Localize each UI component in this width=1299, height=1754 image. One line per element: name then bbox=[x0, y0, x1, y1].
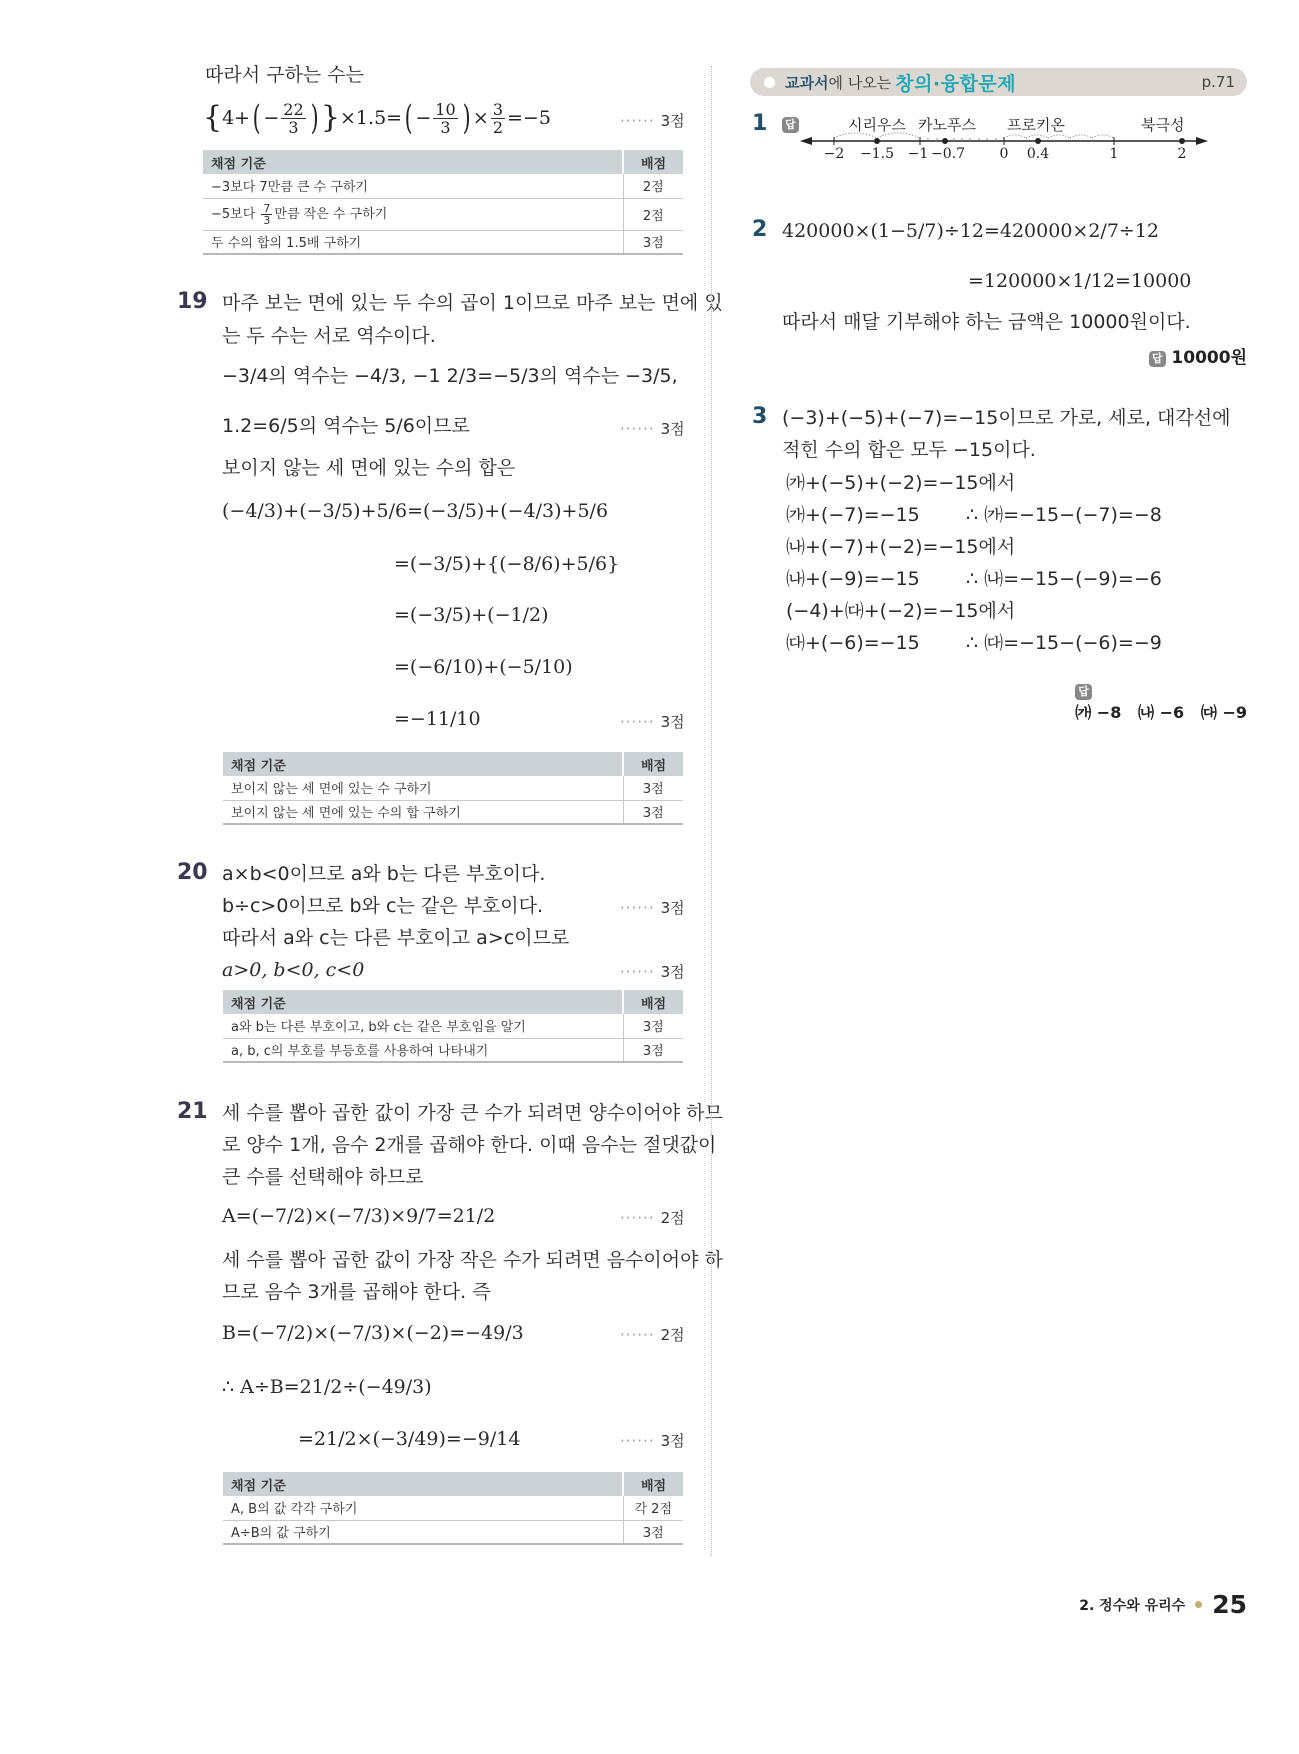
q2-line1: 420000×(1−5/7)÷12=420000×2/7÷12 bbox=[782, 220, 1160, 242]
question-number-1: 1 bbox=[752, 111, 768, 136]
q3-row-3: ㈏+(−7)+(−2)=−15에서 bbox=[786, 536, 1016, 558]
footer-dot-icon bbox=[1195, 1601, 1202, 1608]
criterion: A, B의 값 각각 구하기 bbox=[223, 1496, 623, 1520]
tick-label: −1.5 bbox=[860, 146, 894, 162]
column-divider bbox=[711, 66, 712, 1556]
points-label: ······ 3점 bbox=[620, 1432, 685, 1450]
criterion: a, b, c의 부호를 부등호를 사용하여 나타내기 bbox=[223, 1038, 623, 1062]
q19-line4: 1.2=6/5의 역수는 5/6이므로 bbox=[222, 415, 470, 437]
question-number-2: 2 bbox=[752, 217, 768, 242]
answer-badge: 답 bbox=[1075, 684, 1092, 700]
q21-para2-line1: 세 수를 뽑아 곱한 값이 가장 작은 수가 되려면 음수이어야 하 bbox=[222, 1249, 723, 1271]
q20-line4: a>0, b<0, c<0 bbox=[222, 959, 365, 981]
chapter-title: 2. 정수와 유리수 bbox=[1079, 1597, 1186, 1614]
question-number-21: 21 bbox=[177, 1099, 208, 1124]
q3-row-4-result: ∴ ㈏=−15−(−9)=−6 bbox=[966, 568, 1162, 590]
q18-intro: 따라서 구하는 수는 bbox=[205, 64, 364, 86]
criterion: 보이지 않는 세 면에 있는 수 구하기 bbox=[223, 776, 623, 800]
label-canopus: 카노푸스 bbox=[918, 116, 976, 134]
points-label: ······ 2점 bbox=[620, 1326, 685, 1344]
banner-textbook: 교과서 bbox=[785, 73, 829, 92]
tick-label: 0 bbox=[999, 146, 1009, 162]
q21-para2-line2: 므로 음수 3개를 곱해야 한다. 즉 bbox=[222, 1281, 491, 1303]
q19-step-2: =(−3/5)+{(−8/6)+5/6} bbox=[394, 553, 620, 575]
q19-line2: 는 두 수는 서로 역수이다. bbox=[222, 325, 436, 347]
q20-line3: 따라서 a와 c는 다른 부호이고 a>c이므로 bbox=[222, 927, 570, 949]
question-number-3: 3 bbox=[752, 404, 768, 429]
tick-label: −0.7 bbox=[931, 146, 965, 162]
q19-line3: −3/4의 역수는 −4/3, −1 2/3=−5/3의 역수는 −3/5, bbox=[222, 365, 678, 387]
label-procyon: 프로키온 bbox=[1007, 116, 1065, 134]
criterion: a와 b는 다른 부호이고, b와 c는 같은 부호임을 알기 bbox=[223, 1014, 623, 1038]
q3-row-2: ㈎+(−7)=−15 bbox=[786, 504, 920, 526]
banner-title: 창의·융합문제 bbox=[895, 72, 1017, 95]
scoring-table-q18: 채점 기준 배점 −3보다 7만큼 큰 수 구하기 2점 −5보다 $\frac{7}{3}$ 만큼 작은 수 구하기 2점 두 수의 합의 1.5배 구하기 3점 bbox=[203, 150, 683, 255]
q3-row-6-result: ∴ ㈐=−15−(−6)=−9 bbox=[966, 632, 1162, 654]
tick-label: 1 bbox=[1109, 146, 1119, 162]
q20-line1: a×b<0이므로 a와 b는 다른 부호이다. bbox=[222, 863, 546, 885]
q19-step-4: =(−6/10)+(−5/10) bbox=[394, 656, 573, 678]
tick-label: −2 bbox=[823, 146, 845, 162]
q19-step-3: =(−3/5)+(−1/2) bbox=[394, 604, 549, 626]
criterion: 두 수의 합의 1.5배 구하기 bbox=[203, 230, 623, 254]
q3-row-2-result: ∴ ㈎=−15−(−7)=−8 bbox=[966, 504, 1162, 526]
q21-eq-c1: ∴ A÷B=21/2÷(−49/3) bbox=[222, 1376, 432, 1398]
tick-label: 2 bbox=[1177, 146, 1187, 162]
criterion: −3보다 7만큼 큰 수 구하기 bbox=[203, 174, 623, 198]
page-footer bbox=[1079, 1590, 1247, 1619]
answer-badge: 답 bbox=[782, 117, 799, 133]
q21-eq-b: B=(−7/2)×(−7/3)×(−2)=−49/3 bbox=[222, 1322, 524, 1344]
scoring-table-q19: 채점 기준 배점 보이지 않는 세 면에 있는 수 구하기 3점 보이지 않는 세 면에 있는 수의 합 구하기 3점 bbox=[223, 752, 683, 825]
label-polaris: 북극성 bbox=[1141, 116, 1185, 134]
scoring-table-q21: 채점 기준 배점 A, B의 값 각각 구하기 각 2점 A÷B의 값 구하기 3점 bbox=[223, 1472, 683, 1545]
answer-badge: 답 bbox=[1149, 351, 1166, 367]
q19-line1: 마주 보는 면에 있는 두 수의 곱이 1이므로 마주 보는 면에 있 bbox=[222, 292, 723, 314]
q2-line2: =120000×1/12=10000 bbox=[968, 270, 1192, 292]
points-label: ······ 2점 bbox=[620, 1209, 685, 1227]
points-label: ······ 3점 bbox=[620, 963, 685, 981]
points-label: ······ 3점 bbox=[620, 112, 685, 130]
q3-row-1: ㈎+(−5)+(−2)=−15에서 bbox=[786, 472, 1016, 494]
tick-label: −1 bbox=[907, 146, 929, 162]
page-reference: p.71 bbox=[1201, 73, 1235, 91]
criterion: A÷B의 값 구하기 bbox=[223, 1520, 623, 1544]
question-number-20: 20 bbox=[177, 860, 208, 885]
q3-answer: 답 ㈎ −8 ㈏ −6 ㈐ −9 bbox=[1075, 684, 1247, 722]
q2-line3: 따라서 매달 기부해야 하는 금액은 10000원이다. bbox=[782, 311, 1191, 333]
q2-answer: 답 10000원 bbox=[1149, 343, 1247, 368]
label-sirius: 시리우스 bbox=[848, 116, 906, 134]
page-number: 25 bbox=[1212, 1590, 1247, 1619]
q21-para1-line1: 세 수를 뽑아 곱한 값이 가장 큰 수가 되려면 양수이어야 하므 bbox=[222, 1102, 723, 1124]
q20-line2: b÷c>0이므로 b와 c는 같은 부호이다. bbox=[222, 895, 544, 917]
q21-eq-c2: =21/2×(−3/49)=−9/14 bbox=[298, 1428, 521, 1450]
q21-para1-line2: 로 양수 1개, 음수 2개를 곱해야 한다. 이때 음수는 절댓값이 bbox=[222, 1134, 717, 1156]
q3-line2: 적힌 수의 합은 모두 −15이다. bbox=[782, 439, 1036, 461]
q18-equation: { 4+ ( − $\frac{22}{3}$ ) } ×1.5= ( − $\frac{10}{3}$ ) × $\frac{3}{2}$ =−5 bbox=[203, 98, 551, 138]
points-label: ······ 3점 bbox=[620, 420, 685, 438]
q3-row-6: ㈐+(−6)=−15 bbox=[786, 632, 920, 654]
q19-line5: 보이지 않는 세 면에 있는 수의 합은 bbox=[222, 457, 516, 479]
q21-para1-line3: 큰 수를 선택해야 하므로 bbox=[222, 1166, 424, 1188]
question-number-19: 19 bbox=[177, 289, 208, 314]
q21-eq-a: A=(−7/2)×(−7/3)×9/7=21/2 bbox=[222, 1205, 496, 1227]
q3-line1: (−3)+(−5)+(−7)=−15이므로 가로, 세로, 대각선에 bbox=[782, 407, 1231, 429]
criterion: 보이지 않는 세 면에 있는 수의 합 구하기 bbox=[223, 800, 623, 824]
bullet-icon bbox=[764, 77, 775, 88]
q3-row-5: (−4)+㈐+(−2)=−15에서 bbox=[786, 600, 1016, 622]
points-label: ······ 3점 bbox=[620, 713, 685, 731]
banner-appears: 에 나오는 bbox=[828, 73, 892, 92]
scoring-table-q20: 채점 기준 배점 a와 b는 다른 부호이고, b와 c는 같은 부호임을 알기 3점 a, b, c의 부호를 부등호를 사용하여 나타내기 3점 bbox=[223, 990, 683, 1063]
q19-step-1: (−4/3)+(−3/5)+5/6=(−3/5)+(−4/3)+5/6 bbox=[222, 500, 609, 522]
points-label: ······ 3점 bbox=[620, 899, 685, 917]
criterion: −5보다 $\frac{7}{3}$ 만큼 작은 수 구하기 bbox=[203, 198, 623, 230]
q3-row-4: ㈏+(−9)=−15 bbox=[786, 568, 920, 590]
section-banner bbox=[750, 68, 1247, 96]
tick-label: 0.4 bbox=[1026, 146, 1050, 162]
q19-step-5: =−11/10 bbox=[394, 708, 481, 730]
